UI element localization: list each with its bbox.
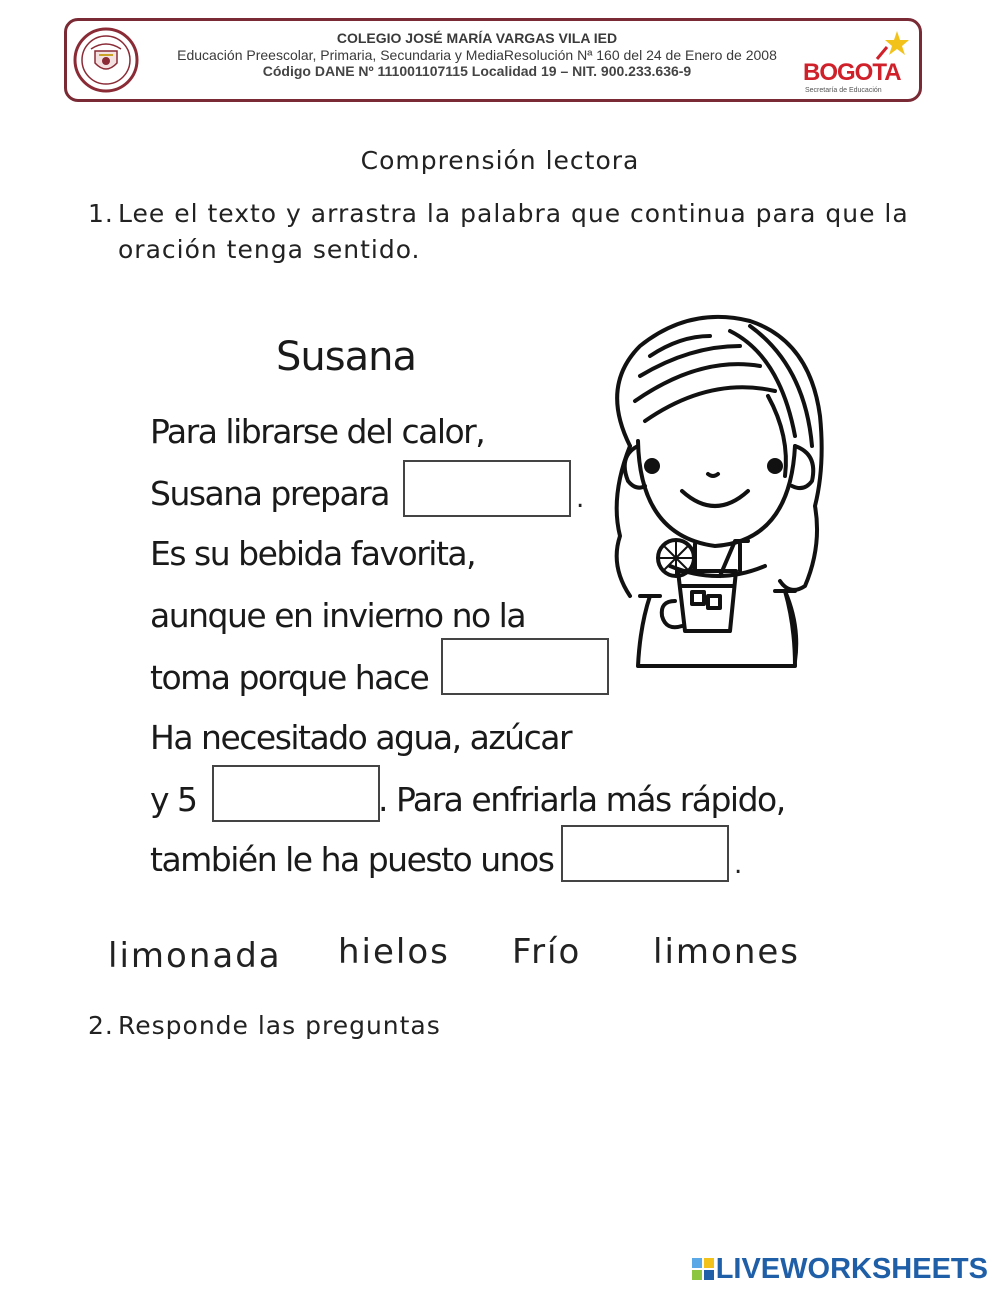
school-seal-logo bbox=[73, 27, 139, 93]
question-2-text: Responde las preguntas bbox=[118, 1011, 441, 1040]
story-line-3: Es su bebida favorita, bbox=[150, 534, 476, 573]
question-2 bbox=[88, 1008, 938, 1044]
story-line-2: Susana prepara bbox=[150, 474, 389, 513]
drop-box-3[interactable] bbox=[212, 765, 380, 822]
liveworksheets-wordmark: LIVEWORKSHEETS bbox=[715, 1252, 988, 1285]
school-name: COLEGIO JOSÉ MARÍA VARGAS VILA IED bbox=[336, 30, 618, 46]
word-bank-item[interactable]: limonada bbox=[108, 936, 282, 976]
question-2-number: 2. bbox=[88, 1011, 114, 1040]
page-title: Comprensión lectora bbox=[360, 146, 640, 175]
story-line-7: y 5 bbox=[150, 780, 197, 819]
drop-box-2[interactable] bbox=[441, 638, 609, 695]
word-bank-item[interactable]: Frío bbox=[512, 932, 582, 972]
drop-box-1[interactable] bbox=[403, 460, 571, 517]
bogota-subtitle: Secretaría de Educación bbox=[805, 87, 882, 94]
word-bank-item[interactable]: hielos bbox=[338, 932, 450, 972]
girl-with-lemonade-illustration bbox=[590, 296, 840, 676]
story-line-4: aunque en invierno no la bbox=[150, 596, 526, 635]
word-bank-item[interactable]: limones bbox=[653, 932, 800, 972]
bogota-logo bbox=[801, 29, 913, 97]
question-1-text: Lee el texto y arrastra la palabra que continua para que la oración tenga sentido. bbox=[118, 199, 909, 264]
star-icon bbox=[873, 29, 911, 63]
story-title: Susana bbox=[276, 334, 416, 380]
story-line-5: toma porque hace bbox=[150, 658, 429, 697]
bogota-wordmark: BOGOTA bbox=[803, 59, 901, 86]
story-line-9: también le ha puesto unos bbox=[150, 840, 554, 879]
liveworksheets-blocks-icon bbox=[692, 1258, 714, 1280]
period-mark: . bbox=[576, 484, 585, 514]
period-mark: . bbox=[734, 850, 743, 880]
question-1-number: 1. bbox=[88, 199, 114, 228]
school-resolution: Educación Preescolar, Primaria, Secundaria y MediaResolución Nª 160 del 24 de Enero de 2008 bbox=[177, 47, 777, 63]
story-line-1: Para librarse del calor, bbox=[150, 412, 485, 451]
drop-box-4[interactable] bbox=[561, 825, 729, 882]
story-line-8: . Para enfriarla más rápido, bbox=[378, 780, 785, 819]
story-line-6: Ha necesitado agua, azúcar bbox=[150, 718, 572, 757]
liveworksheets-logo[interactable] bbox=[692, 1254, 988, 1284]
question-1 bbox=[88, 196, 948, 268]
school-dane-code: Código DANE Nº 111001107115 Localidad 19 – NIT. 900.233.636-9 bbox=[262, 63, 692, 79]
school-header-banner bbox=[64, 18, 922, 102]
